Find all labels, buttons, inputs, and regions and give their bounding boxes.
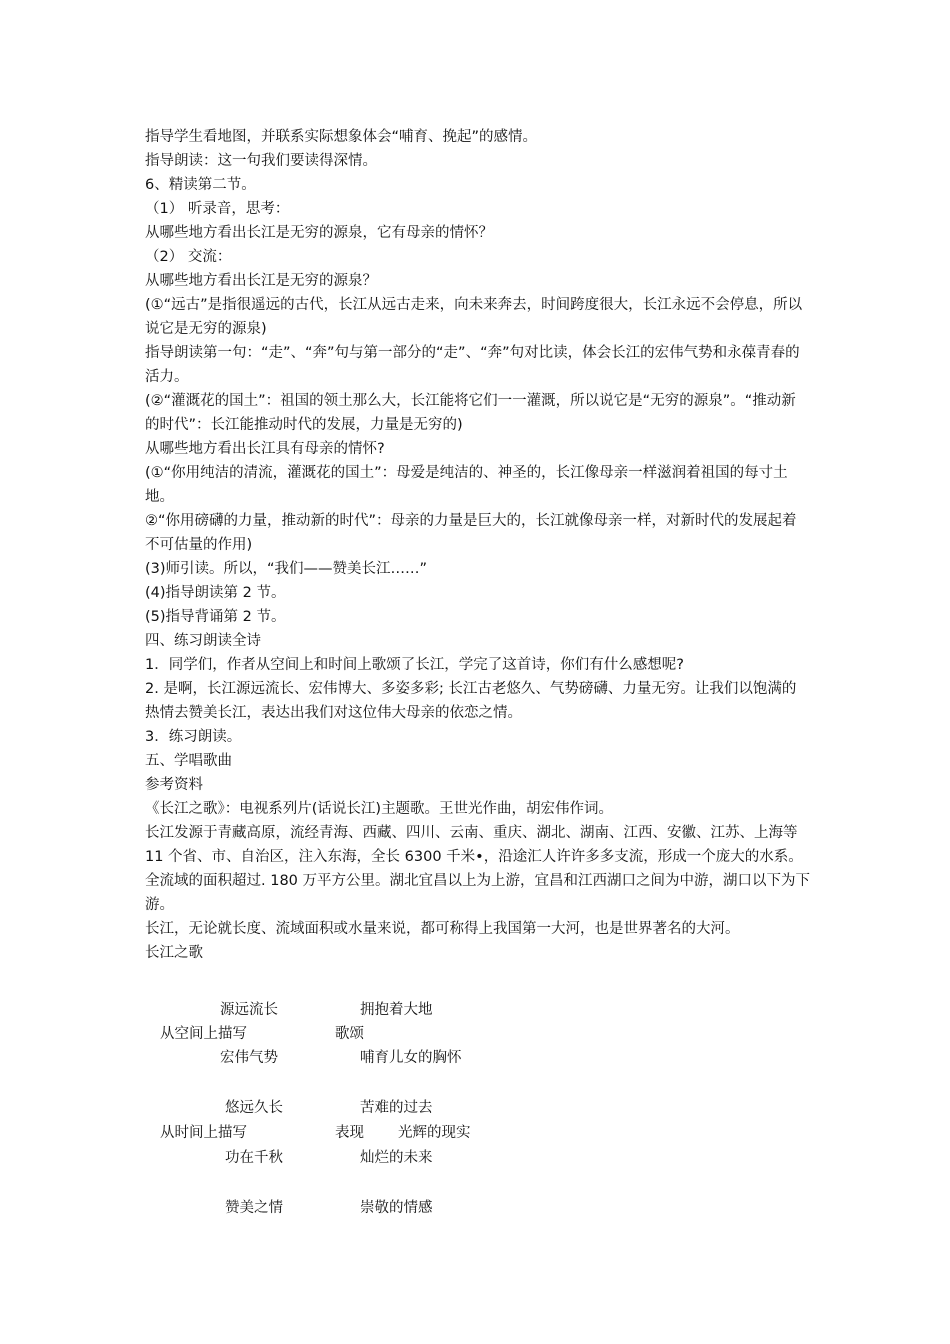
- document-body: [145, 125, 810, 965]
- diagram-space-object-top: 拥抱着大地: [360, 1002, 433, 1018]
- diagram-space-object-bottom: 哺育儿女的胸怀: [360, 1050, 462, 1066]
- section-heading: 五、学唱歌曲: [145, 753, 232, 769]
- paragraph: （2） 交流：: [145, 249, 232, 265]
- diagram-title: 长江之歌: [145, 945, 203, 961]
- diagram-space-verb: 歌颂: [335, 1026, 364, 1042]
- paragraph: ②“你用磅礴的力量，推动新的时代”：母亲的力量是巨大的，长江就像母亲一样，对新时代的发展起着不可估量的作用): [145, 513, 797, 553]
- paragraph: 从哪些地方看出长江是无穷的源泉，它有母亲的情怀？: [145, 225, 493, 241]
- paragraph: (①“你用纯洁的清流，灌溉花的国土”：母爱是纯洁的、神圣的，长江像母亲一样滋润着祖国的每寸土地。: [145, 465, 788, 505]
- diagram-time-feature-top: 悠远久长: [225, 1100, 283, 1116]
- diagram-space-feature-bottom: 宏伟气势: [220, 1050, 278, 1066]
- section-heading: 四、练习朗读全诗: [145, 633, 261, 649]
- paragraph: (3)师引读。所以，“我们——赞美长江……”: [145, 561, 428, 577]
- paragraph: (②“灌溉花的国土”：祖国的领土那么大，长江能将它们一一灌溉，所以说它是“无穷的源泉”。“推动新的时代”：长江能推动时代的发展，力量是无穷的): [145, 393, 796, 433]
- diagram-time-object-top: 苦难的过去: [360, 1100, 433, 1116]
- paragraph: 指导朗读：这一句我们要读得深情。: [145, 153, 377, 169]
- paragraph: 参考资料: [145, 777, 203, 793]
- diagram-space-feature-top: 源远流长: [220, 1002, 278, 1018]
- paragraph: （1） 听录音，思考：: [145, 201, 290, 217]
- diagram-time-label: 从时间上描写: [160, 1125, 247, 1141]
- paragraph: (①“远古”是指很遥远的古代，长江从远古走来，向未来奔去，时间跨度很大，长江永远不会停息，所以说它是无穷的源泉): [145, 297, 803, 337]
- paragraph: 从哪些地方看出长江具有母亲的情怀?: [145, 441, 385, 457]
- diagram-praise-feature: 赞美之情: [225, 1200, 283, 1216]
- paragraph: 2. 是啊，长江源远流长、宏伟博大、多姿多彩; 长江古老悠久、气势磅礴、力量无穷。让我们以饱满的热情去赞美长江，表达出我们对这位伟大母亲的依恋之情。: [145, 681, 797, 721]
- diagram-time-verb: 表现: [335, 1125, 364, 1141]
- diagram-space-label: 从空间上描写: [160, 1026, 247, 1042]
- paragraph: 1．同学们，作者从空间上和时间上歌颂了长江，学完了这首诗，你们有什么感想呢?: [145, 657, 684, 673]
- paragraph: 指导朗读第一句：“走”、“奔”句与第一部分的“走”、“奔”句对比读，体会长江的宏伟气势和永葆青春的活力。: [145, 345, 800, 385]
- paragraph: 6、精读第二节。: [145, 177, 256, 193]
- paragraph: 《长江之歌》：电视系列片(话说长江)主题歌。王世光作曲，胡宏伟作词。: [145, 801, 614, 817]
- paragraph: (4)指导朗读第 2 节。: [145, 585, 286, 601]
- paragraph: 从哪些地方看出长江是无穷的源泉？: [145, 273, 377, 289]
- diagram-time-object-middle: 光辉的现实: [398, 1125, 471, 1141]
- diagram-praise-object: 崇敬的情感: [360, 1200, 433, 1216]
- diagram-time-feature-bottom: 功在千秋: [225, 1150, 283, 1166]
- paragraph: 长江发源于青藏高原，流经青海、西藏、四川、云南、重庆、湖北、湖南、江西、安徽、江苏、上海等 11 个省、市、自治区，注入东海，全长 6300 千米•，沿途汇人许许多多支流，形成一个庞大的水系。全流域的面积超过. 180 万平方公里。湖北宜昌以上为上游，宜昌和江西湖口之间为中游，湖口以下为下游。: [145, 825, 810, 913]
- diagram-time-object-bottom: 灿烂的未来: [360, 1150, 433, 1166]
- paragraph: (5)指导背诵第 2 节。: [145, 609, 286, 625]
- paragraph: 长江，无论就长度、流域面积或水量来说，都可称得上我国第一大河，也是世界著名的大河。: [145, 921, 740, 937]
- paragraph: 指导学生看地图，并联系实际想象体会“哺育、挽起”的感情。: [145, 129, 538, 145]
- paragraph: 3．练习朗读。: [145, 729, 242, 745]
